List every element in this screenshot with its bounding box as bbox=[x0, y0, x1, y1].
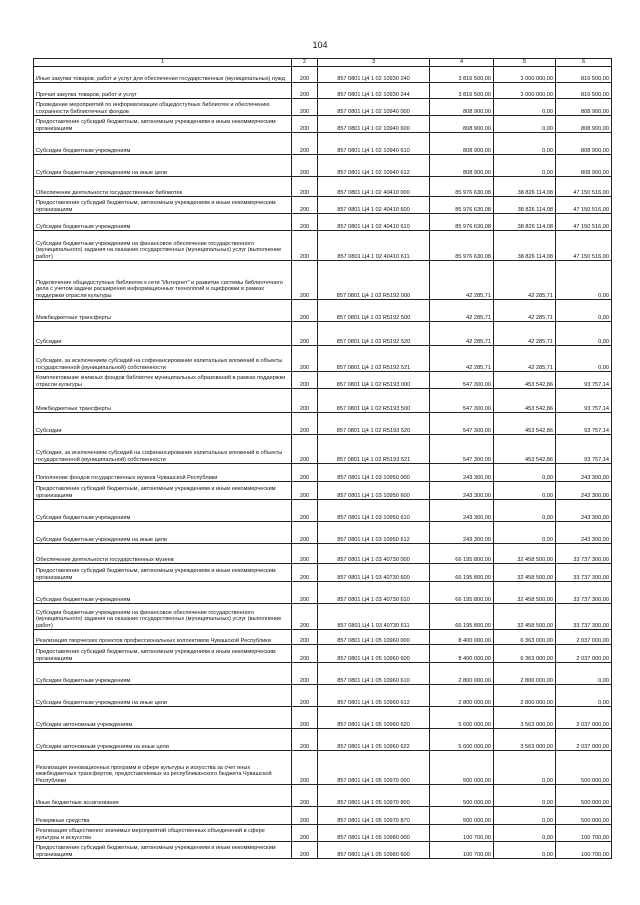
row-description: Субсидии бюджетным учреждениям на финансовое обеспечение государственного (муниципального) задания на оказание государственных (муниципальных) услуг (выполнение работ) bbox=[34, 604, 292, 630]
row-amount-col5: 0,00 bbox=[494, 116, 556, 133]
row-amount-col5: 32 458 500,00 bbox=[494, 544, 556, 564]
row-amount-col6: 47 150 516,00 bbox=[556, 197, 612, 214]
row-description: Предоставление субсидий бюджетным, автономным учреждениям и иным некоммерческим организациям bbox=[34, 645, 292, 663]
table-row bbox=[34, 785, 612, 807]
row-amount-total: 243 300,00 bbox=[430, 500, 494, 522]
row-amount-total: 42 285,71 bbox=[430, 346, 494, 372]
row-code-200: 200 bbox=[292, 630, 318, 645]
row-budget-code: 857 0801 Ц4 1 03 40730 610 bbox=[318, 582, 430, 604]
row-amount-col5: 453 542,86 bbox=[494, 413, 556, 435]
table-row bbox=[34, 372, 612, 389]
row-amount-total: 547 300,00 bbox=[430, 389, 494, 413]
table-row bbox=[34, 604, 612, 630]
row-amount-col6: 243 300,00 bbox=[556, 500, 612, 522]
row-amount-total: 66 195 800,00 bbox=[430, 604, 494, 630]
row-amount-total: 42 285,71 bbox=[430, 300, 494, 322]
row-code-200: 200 bbox=[292, 482, 318, 500]
row-code-200: 200 bbox=[292, 177, 318, 197]
row-amount-total: 500 000,00 bbox=[430, 807, 494, 825]
row-amount-total: 3 816 500,00 bbox=[430, 83, 494, 99]
row-amount-total: 243 300,00 bbox=[430, 482, 494, 500]
row-code-200: 200 bbox=[292, 300, 318, 322]
row-description: Субсидии бюджетным учреждениям bbox=[34, 133, 292, 155]
page-number: 104 bbox=[312, 40, 328, 50]
table-row bbox=[34, 177, 612, 197]
row-amount-total: 85 976 630,08 bbox=[430, 177, 494, 197]
table-row bbox=[34, 261, 612, 300]
row-budget-code: 857 0801 Ц4 1 02 R5192 521 bbox=[318, 346, 430, 372]
row-budget-code: 857 0801 Ц4 1 02 40410 611 bbox=[318, 231, 430, 261]
row-amount-col6: 0,00 bbox=[556, 685, 612, 707]
row-amount-col6: 47 150 516,00 bbox=[556, 177, 612, 197]
row-amount-col6: 100 700,00 bbox=[556, 842, 612, 859]
row-budget-code: 857 0801 Ц4 1 02 10930 240 bbox=[318, 67, 430, 83]
row-amount-col5: 38 826 114,08 bbox=[494, 231, 556, 261]
row-amount-col5: 32 458 500,00 bbox=[494, 582, 556, 604]
table-row bbox=[34, 133, 612, 155]
row-description: Межбюджетные трансферты bbox=[34, 300, 292, 322]
table-row bbox=[34, 413, 612, 435]
row-budget-code: 857 0801 Ц4 1 03 40730 611 bbox=[318, 604, 430, 630]
row-budget-code: 857 0801 Ц4 1 05 10970 000 bbox=[318, 751, 430, 785]
row-budget-code: 857 0801 Ц4 1 03 10950 600 bbox=[318, 482, 430, 500]
row-amount-col5: 3 000 000,00 bbox=[494, 83, 556, 99]
row-amount-col5: 0,00 bbox=[494, 464, 556, 482]
row-amount-col5: 2 800 000,00 bbox=[494, 663, 556, 685]
row-budget-code: 857 0801 Ц4 1 02 R5193 520 bbox=[318, 413, 430, 435]
row-description: Субсидии бюджетным учреждениям на иные цели bbox=[34, 155, 292, 177]
row-amount-col5: 0,00 bbox=[494, 133, 556, 155]
row-description: Субсидии бюджетным учреждениям bbox=[34, 663, 292, 685]
row-amount-col6: 0,00 bbox=[556, 346, 612, 372]
table-row bbox=[34, 197, 612, 214]
row-description: Подключение общедоступных библиотек к сети "Интернет" и развитие системы библиотечного дела с учетом задачи расширения информационных технологий и оцифровки в рамках поддержки отрасли культуры bbox=[34, 261, 292, 300]
table-row bbox=[34, 214, 612, 231]
row-code-200: 200 bbox=[292, 389, 318, 413]
row-code-200: 200 bbox=[292, 707, 318, 729]
row-amount-col5: 3 563 000,00 bbox=[494, 729, 556, 751]
row-amount-total: 5 600 000,00 bbox=[430, 729, 494, 751]
row-description: Субсидии бюджетным учреждениям bbox=[34, 214, 292, 231]
row-code-200: 200 bbox=[292, 435, 318, 464]
row-description: Обеспечение деятельности государственных музеев bbox=[34, 544, 292, 564]
row-amount-total: 66 195 800,00 bbox=[430, 564, 494, 582]
row-amount-col5: 0,00 bbox=[494, 751, 556, 785]
row-budget-code: 857 0801 Ц4 1 05 10970 870 bbox=[318, 807, 430, 825]
row-amount-col6: 33 737 300,00 bbox=[556, 544, 612, 564]
table-row bbox=[34, 346, 612, 372]
row-description: Предоставление субсидий бюджетным, автономным учреждениям и иным некоммерческим организациям bbox=[34, 564, 292, 582]
row-budget-code: 857 0801 Ц4 1 03 10950 612 bbox=[318, 522, 430, 544]
row-amount-total: 808 900,00 bbox=[430, 116, 494, 133]
row-amount-col6: 33 737 300,00 bbox=[556, 582, 612, 604]
row-amount-total: 243 300,00 bbox=[430, 464, 494, 482]
row-amount-col6: 0,00 bbox=[556, 322, 612, 346]
row-code-200: 200 bbox=[292, 133, 318, 155]
row-code-200: 200 bbox=[292, 522, 318, 544]
row-amount-total: 42 285,71 bbox=[430, 261, 494, 300]
row-code-200: 200 bbox=[292, 751, 318, 785]
row-amount-col5: 0,00 bbox=[494, 500, 556, 522]
row-description: Субсидии бюджетным учреждениям на иные цели bbox=[34, 522, 292, 544]
table-row bbox=[34, 389, 612, 413]
row-description: Субсидии, за исключением субсидий на софинансирование капитальных вложений в объекты государственной (муниципальной) собственности bbox=[34, 435, 292, 464]
table-row bbox=[34, 500, 612, 522]
table-row bbox=[34, 663, 612, 685]
row-amount-total: 808 900,00 bbox=[430, 155, 494, 177]
table-row bbox=[34, 807, 612, 825]
row-amount-col6: 816 500,00 bbox=[556, 83, 612, 99]
row-code-200: 200 bbox=[292, 231, 318, 261]
table-row bbox=[34, 685, 612, 707]
table-row bbox=[34, 300, 612, 322]
row-budget-code: 857 0801 Ц4 1 02 10940 000 bbox=[318, 99, 430, 116]
row-code-200: 200 bbox=[292, 197, 318, 214]
row-budget-code: 857 0801 Ц4 1 03 40730 600 bbox=[318, 564, 430, 582]
budget-table bbox=[33, 58, 612, 859]
table-row bbox=[34, 751, 612, 785]
row-amount-col6: 808 900,00 bbox=[556, 133, 612, 155]
row-description: Реализация инновационных программ в сфере культуры и искусства за счет иных межбюджетных трансфертов, предоставляемых из республиканского бюджета Чувашской Республики bbox=[34, 751, 292, 785]
row-amount-col5: 0,00 bbox=[494, 482, 556, 500]
row-amount-total: 500 000,00 bbox=[430, 751, 494, 785]
row-code-200: 200 bbox=[292, 729, 318, 751]
table-row bbox=[34, 707, 612, 729]
row-amount-col6: 816 500,00 bbox=[556, 67, 612, 83]
row-code-200: 200 bbox=[292, 663, 318, 685]
row-budget-code: 857 0801 Ц4 1 02 10940 612 bbox=[318, 155, 430, 177]
row-budget-code: 857 0801 Ц4 1 02 40410 600 bbox=[318, 197, 430, 214]
row-code-200: 200 bbox=[292, 322, 318, 346]
row-amount-col6: 0,00 bbox=[556, 663, 612, 685]
row-description: Иные бюджетные ассигнования bbox=[34, 785, 292, 807]
row-amount-total: 100 700,00 bbox=[430, 842, 494, 859]
row-code-200: 200 bbox=[292, 116, 318, 133]
row-amount-col6: 808 900,00 bbox=[556, 116, 612, 133]
row-amount-total: 500 000,00 bbox=[430, 785, 494, 807]
row-amount-col5: 38 826 114,08 bbox=[494, 197, 556, 214]
row-code-200: 200 bbox=[292, 261, 318, 300]
row-budget-code: 857 0801 Ц4 1 05 10960 612 bbox=[318, 685, 430, 707]
row-code-200: 200 bbox=[292, 645, 318, 663]
row-amount-col6: 2 037 000,00 bbox=[556, 630, 612, 645]
row-amount-col5: 0,00 bbox=[494, 842, 556, 859]
header-col-6: 6 bbox=[556, 59, 612, 67]
row-code-200: 200 bbox=[292, 413, 318, 435]
header-col-2: 2 bbox=[292, 59, 318, 67]
row-amount-col5: 32 458 500,00 bbox=[494, 604, 556, 630]
row-amount-col5: 3 563 000,00 bbox=[494, 707, 556, 729]
row-amount-col6: 808 900,00 bbox=[556, 99, 612, 116]
row-amount-total: 66 195 800,00 bbox=[430, 544, 494, 564]
row-amount-col6: 243 300,00 bbox=[556, 522, 612, 544]
row-description: Субсидии бюджетным учреждениям на финансовое обеспечение государственного (муниципального) задания на оказание государственных (муниципальных) услуг (выполнение работ) bbox=[34, 231, 292, 261]
row-code-200: 200 bbox=[292, 604, 318, 630]
row-description: Комплектование книжных фондов библиотек муниципальных образований в рамках поддержки отрасли культуры bbox=[34, 372, 292, 389]
row-budget-code: 857 0801 Ц4 1 05 10980 000 bbox=[318, 825, 430, 842]
table-header-row bbox=[34, 59, 612, 67]
row-amount-total: 243 300,00 bbox=[430, 522, 494, 544]
row-code-200: 200 bbox=[292, 500, 318, 522]
row-budget-code: 857 0801 Ц4 1 02 R5193 521 bbox=[318, 435, 430, 464]
row-amount-col5: 6 363 000,00 bbox=[494, 630, 556, 645]
row-code-200: 200 bbox=[292, 372, 318, 389]
row-budget-code: 857 0801 Ц4 1 03 40730 000 bbox=[318, 544, 430, 564]
row-budget-code: 857 0801 Ц4 1 05 10960 622 bbox=[318, 729, 430, 751]
table-row bbox=[34, 522, 612, 544]
row-description: Субсидии автономным учреждениям на иные цели bbox=[34, 729, 292, 751]
row-amount-col6: 500 000,00 bbox=[556, 807, 612, 825]
row-amount-total: 3 816 500,00 bbox=[430, 67, 494, 83]
row-amount-total: 66 195 800,00 bbox=[430, 582, 494, 604]
row-description: Субсидии bbox=[34, 413, 292, 435]
row-amount-col5: 453 542,86 bbox=[494, 372, 556, 389]
row-code-200: 200 bbox=[292, 214, 318, 231]
table-row bbox=[34, 116, 612, 133]
row-description: Субсидии бюджетным учреждениям bbox=[34, 500, 292, 522]
row-description: Предоставление субсидий бюджетным, автономным учреждениям и иным некоммерческим организациям bbox=[34, 197, 292, 214]
row-budget-code: 857 0801 Ц4 1 03 10950 610 bbox=[318, 500, 430, 522]
row-amount-total: 2 800 000,00 bbox=[430, 685, 494, 707]
row-budget-code: 857 0801 Ц4 1 02 10940 600 bbox=[318, 116, 430, 133]
table-row bbox=[34, 322, 612, 346]
header-col-3: 3 bbox=[318, 59, 430, 67]
row-amount-total: 547 300,00 bbox=[430, 372, 494, 389]
row-budget-code: 857 0801 Ц4 1 05 10980 600 bbox=[318, 842, 430, 859]
row-amount-col5: 453 542,86 bbox=[494, 435, 556, 464]
row-description: Реализация общественно значимых мероприятий общественных объединений в сфере культуры и искусства bbox=[34, 825, 292, 842]
table-row bbox=[34, 435, 612, 464]
table-row bbox=[34, 482, 612, 500]
row-amount-col6: 100 700,00 bbox=[556, 825, 612, 842]
table-row bbox=[34, 842, 612, 859]
row-budget-code: 857 0801 Ц4 1 02 R5193 000 bbox=[318, 372, 430, 389]
row-description: Резервные средства bbox=[34, 807, 292, 825]
row-code-200: 200 bbox=[292, 785, 318, 807]
row-amount-col6: 2 037 000,00 bbox=[556, 645, 612, 663]
row-description: Предоставление субсидий бюджетным, автономным учреждениям и иным некоммерческим организациям bbox=[34, 842, 292, 859]
row-code-200: 200 bbox=[292, 685, 318, 707]
row-budget-code: 857 0801 Ц4 1 02 40410 000 bbox=[318, 177, 430, 197]
table-row bbox=[34, 83, 612, 99]
row-amount-col6: 47 150 516,00 bbox=[556, 231, 612, 261]
table-body bbox=[34, 67, 612, 859]
row-description: Прочая закупка товаров, работ и услуг bbox=[34, 83, 292, 99]
row-budget-code: 857 0801 Ц4 1 05 10960 000 bbox=[318, 630, 430, 645]
table-row bbox=[34, 155, 612, 177]
row-amount-col5: 453 542,86 bbox=[494, 389, 556, 413]
row-amount-col5: 42 285,71 bbox=[494, 300, 556, 322]
row-budget-code: 857 0801 Ц4 1 05 10960 620 bbox=[318, 707, 430, 729]
row-budget-code: 857 0801 Ц4 1 02 R5192 000 bbox=[318, 261, 430, 300]
row-code-200: 200 bbox=[292, 464, 318, 482]
row-amount-total: 8 400 000,00 bbox=[430, 630, 494, 645]
table-row bbox=[34, 99, 612, 116]
row-description: Обеспечение деятельности государственных библиотек bbox=[34, 177, 292, 197]
row-amount-total: 85 976 630,08 bbox=[430, 214, 494, 231]
row-amount-col5: 0,00 bbox=[494, 825, 556, 842]
row-amount-col5: 0,00 bbox=[494, 785, 556, 807]
row-amount-col6: 33 737 300,00 bbox=[556, 564, 612, 582]
table-row bbox=[34, 544, 612, 564]
row-amount-total: 808 900,00 bbox=[430, 133, 494, 155]
row-amount-col5: 6 363 000,00 bbox=[494, 645, 556, 663]
table-row bbox=[34, 645, 612, 663]
row-amount-total: 5 600 000,00 bbox=[430, 707, 494, 729]
row-code-200: 200 bbox=[292, 582, 318, 604]
row-description: Субсидии, за исключением субсидий на софинансирование капитальных вложений в объекты государственной (муниципальной) собственности bbox=[34, 346, 292, 372]
row-description: Субсидии бюджетным учреждениям bbox=[34, 582, 292, 604]
row-amount-total: 42 285,71 bbox=[430, 322, 494, 346]
row-amount-col5: 3 000 000,00 bbox=[494, 67, 556, 83]
row-description: Субсидии бюджетным учреждениям на иные цели bbox=[34, 685, 292, 707]
row-code-200: 200 bbox=[292, 842, 318, 859]
row-amount-col6: 0,00 bbox=[556, 300, 612, 322]
row-amount-col6: 93 757,14 bbox=[556, 389, 612, 413]
table-row bbox=[34, 729, 612, 751]
row-amount-col5: 42 285,71 bbox=[494, 346, 556, 372]
row-amount-col6: 500 000,00 bbox=[556, 751, 612, 785]
row-description: Межбюджетные трансферты bbox=[34, 389, 292, 413]
row-code-200: 200 bbox=[292, 346, 318, 372]
row-amount-col5: 38 826 114,08 bbox=[494, 214, 556, 231]
row-code-200: 200 bbox=[292, 564, 318, 582]
row-amount-col5: 0,00 bbox=[494, 807, 556, 825]
row-amount-total: 8 400 000,00 bbox=[430, 645, 494, 663]
header-col-4: 4 bbox=[430, 59, 494, 67]
row-amount-col6: 93 757,14 bbox=[556, 435, 612, 464]
row-description: Предоставление субсидий бюджетным, автономным учреждениям и иным некоммерческим организациям bbox=[34, 116, 292, 133]
table-row bbox=[34, 582, 612, 604]
row-code-200: 200 bbox=[292, 99, 318, 116]
row-budget-code: 857 0801 Ц4 1 05 10960 610 bbox=[318, 663, 430, 685]
row-budget-code: 857 0801 Ц4 1 02 R5193 500 bbox=[318, 389, 430, 413]
row-amount-col5: 0,00 bbox=[494, 522, 556, 544]
row-amount-col5: 0,00 bbox=[494, 155, 556, 177]
row-amount-col6: 243 300,00 bbox=[556, 482, 612, 500]
row-description: Субсидии bbox=[34, 322, 292, 346]
row-amount-total: 85 976 630,08 bbox=[430, 197, 494, 214]
row-code-200: 200 bbox=[292, 83, 318, 99]
row-amount-col6: 33 737 300,00 bbox=[556, 604, 612, 630]
row-budget-code: 857 0801 Ц4 1 02 40410 610 bbox=[318, 214, 430, 231]
table-row bbox=[34, 825, 612, 842]
row-amount-col6: 243 300,00 bbox=[556, 464, 612, 482]
row-amount-total: 808 900,00 bbox=[430, 99, 494, 116]
row-code-200: 200 bbox=[292, 544, 318, 564]
row-code-200: 200 bbox=[292, 155, 318, 177]
row-amount-total: 2 800 000,00 bbox=[430, 663, 494, 685]
row-amount-col6: 808 900,00 bbox=[556, 155, 612, 177]
row-amount-total: 85 976 630,08 bbox=[430, 231, 494, 261]
row-description: Реализация творческих проектов профессиональных коллективов Чувашской Республики bbox=[34, 630, 292, 645]
row-amount-col5: 32 458 500,00 bbox=[494, 564, 556, 582]
row-description: Пополнение фондов государственных музеев Чувашской Республики bbox=[34, 464, 292, 482]
table-row bbox=[34, 564, 612, 582]
row-code-200: 200 bbox=[292, 807, 318, 825]
row-code-200: 200 bbox=[292, 825, 318, 842]
row-budget-code: 857 0801 Ц4 1 02 R5192 500 bbox=[318, 300, 430, 322]
row-amount-col5: 0,00 bbox=[494, 99, 556, 116]
table-row bbox=[34, 67, 612, 83]
row-description: Иные закупки товаров, работ и услуг для обеспечения государственных (муниципальных) нужд bbox=[34, 67, 292, 83]
row-budget-code: 857 0801 Ц4 1 02 R5192 520 bbox=[318, 322, 430, 346]
row-amount-col6: 93 757,14 bbox=[556, 413, 612, 435]
row-budget-code: 857 0801 Ц4 1 05 10970 800 bbox=[318, 785, 430, 807]
row-budget-code: 857 0801 Ц4 1 05 10960 600 bbox=[318, 645, 430, 663]
row-amount-col6: 500 000,00 bbox=[556, 785, 612, 807]
header-col-1: 1 bbox=[34, 59, 292, 67]
row-code-200: 200 bbox=[292, 67, 318, 83]
row-amount-col5: 42 285,71 bbox=[494, 261, 556, 300]
row-amount-col5: 42 285,71 bbox=[494, 322, 556, 346]
row-amount-col6: 0,00 bbox=[556, 261, 612, 300]
row-amount-col6: 2 037 000,00 bbox=[556, 707, 612, 729]
table-row bbox=[34, 464, 612, 482]
row-description: Предоставление субсидий бюджетным, автономным учреждениям и иным некоммерческим организациям bbox=[34, 482, 292, 500]
row-budget-code: 857 0801 Ц4 1 03 10950 000 bbox=[318, 464, 430, 482]
row-budget-code: 857 0801 Ц4 1 02 10940 610 bbox=[318, 133, 430, 155]
row-description: Проведение мероприятий по информатизации общедоступных библиотек и обеспечению сохранности библиотечных фондов bbox=[34, 99, 292, 116]
table-row bbox=[34, 630, 612, 645]
row-amount-total: 100 700,00 bbox=[430, 825, 494, 842]
row-description: Субсидии автономным учреждениям bbox=[34, 707, 292, 729]
header-col-5: 5 bbox=[494, 59, 556, 67]
row-amount-total: 547 300,00 bbox=[430, 435, 494, 464]
row-amount-col5: 2 800 000,00 bbox=[494, 685, 556, 707]
table-row bbox=[34, 231, 612, 261]
row-amount-total: 547 300,00 bbox=[430, 413, 494, 435]
row-amount-col6: 2 037 000,00 bbox=[556, 729, 612, 751]
row-amount-col6: 47 150 516,00 bbox=[556, 214, 612, 231]
row-amount-col5: 38 826 114,08 bbox=[494, 177, 556, 197]
row-amount-col6: 93 757,14 bbox=[556, 372, 612, 389]
row-budget-code: 857 0801 Ц4 1 02 10930 244 bbox=[318, 83, 430, 99]
